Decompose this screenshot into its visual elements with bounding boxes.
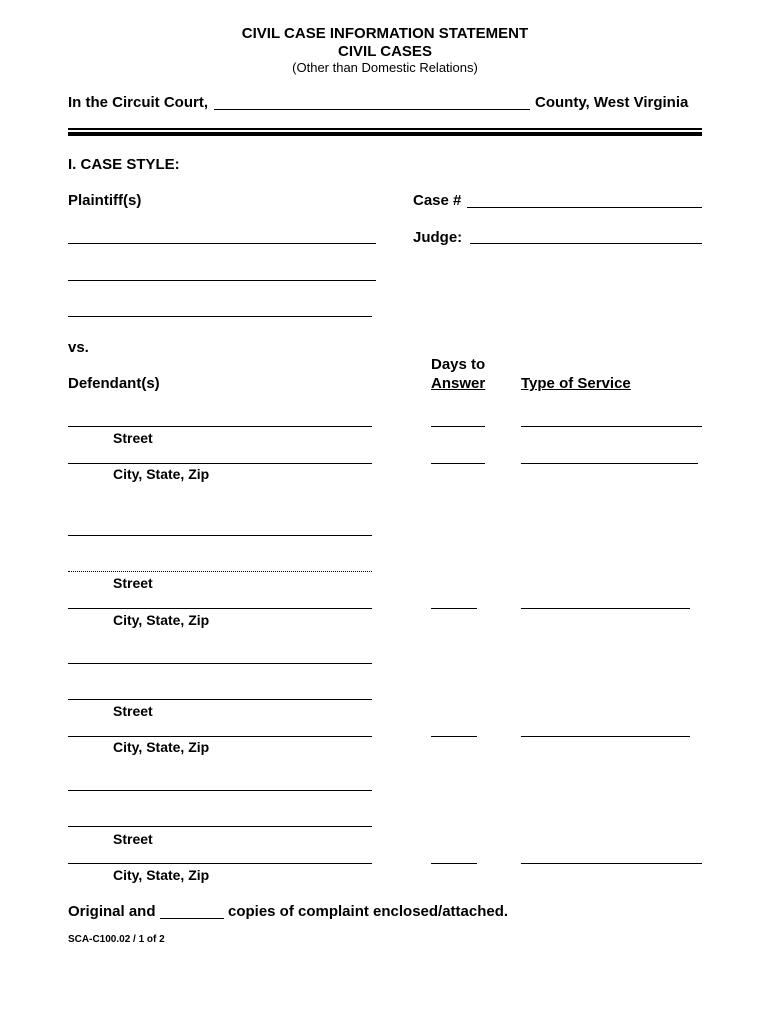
court-prefix-label: In the Circuit Court, — [68, 94, 208, 111]
court-suffix-label: County, West Virginia — [535, 94, 689, 111]
defendant-1-street-field[interactable] — [68, 463, 372, 464]
plaintiff-field-2[interactable] — [68, 280, 376, 281]
form-id: SCA-C100.02 / 1 of 2 — [68, 934, 165, 945]
form-subtitle: (Other than Domestic Relations) — [292, 60, 478, 75]
defendant-1-city-label: City, State, Zip — [113, 466, 210, 482]
defendant-4-service-field[interactable] — [521, 863, 702, 864]
defendant-3-street-label: Street — [113, 703, 153, 719]
defendant-1-service-field[interactable] — [521, 426, 702, 427]
defendant-1-days-field[interactable] — [431, 426, 485, 427]
defendant-1-street-label: Street — [113, 430, 153, 446]
days-to-answer-header-line2: Answer — [431, 375, 486, 392]
defendant-1-days-field-2[interactable] — [431, 463, 485, 464]
judge-label: Judge: — [413, 229, 463, 246]
copies-label-before: Original and — [68, 903, 156, 920]
copies-label-after: copies of complaint enclosed/attached. — [228, 903, 509, 920]
defendant-3-city-label: City, State, Zip — [113, 739, 210, 755]
defendant-4-street-label: Street — [113, 831, 153, 847]
days-to-answer-header-line1: Days to — [431, 356, 486, 373]
plaintiff-field-3[interactable] — [68, 316, 372, 317]
defendant-3-name-field[interactable] — [68, 663, 372, 664]
case-number-label: Case # — [413, 192, 462, 209]
defendant-3-service-field[interactable] — [521, 736, 690, 737]
copies-count-field[interactable] — [160, 918, 224, 919]
case-number-field[interactable] — [467, 207, 702, 208]
defendant-3-name-field-2[interactable] — [68, 699, 372, 700]
defendant-2-street-field[interactable] — [68, 608, 372, 609]
divider-thick — [68, 132, 702, 136]
defendant-2-service-field[interactable] — [521, 608, 690, 609]
type-of-service-header: Type of Service — [521, 375, 631, 392]
defendant-2-days-field[interactable] — [431, 608, 477, 609]
section-heading: I. CASE STYLE: — [68, 156, 180, 173]
defendants-label: Defendant(s) — [68, 375, 160, 392]
defendant-4-name-field[interactable] — [68, 790, 372, 791]
vs-label: vs. — [68, 339, 89, 356]
divider-thin — [68, 128, 702, 130]
defendant-4-name-field-2[interactable] — [68, 826, 372, 827]
defendant-4-city-label: City, State, Zip — [113, 867, 210, 883]
defendant-4-street-field[interactable] — [68, 863, 372, 864]
defendant-2-city-label: City, State, Zip — [113, 612, 210, 628]
defendant-2-street-label: Street — [113, 575, 153, 591]
plaintiffs-label: Plaintiff(s) — [68, 192, 142, 209]
defendant-4-days-field[interactable] — [431, 863, 477, 864]
defendant-3-street-field[interactable] — [68, 736, 372, 737]
defendant-1-name-field[interactable] — [68, 426, 372, 427]
defendant-1-service-field-2[interactable] — [521, 463, 698, 464]
defendant-2-name-field-2[interactable] — [68, 571, 372, 572]
form-title: CIVIL CASE INFORMATION STATEMENT — [241, 25, 529, 42]
judge-field[interactable] — [470, 243, 702, 244]
plaintiff-field-1[interactable] — [68, 243, 376, 244]
form-title-line2: CIVIL CASES — [338, 43, 432, 60]
county-field[interactable] — [214, 109, 530, 110]
defendant-3-days-field[interactable] — [431, 736, 477, 737]
defendant-2-name-field[interactable] — [68, 535, 372, 536]
